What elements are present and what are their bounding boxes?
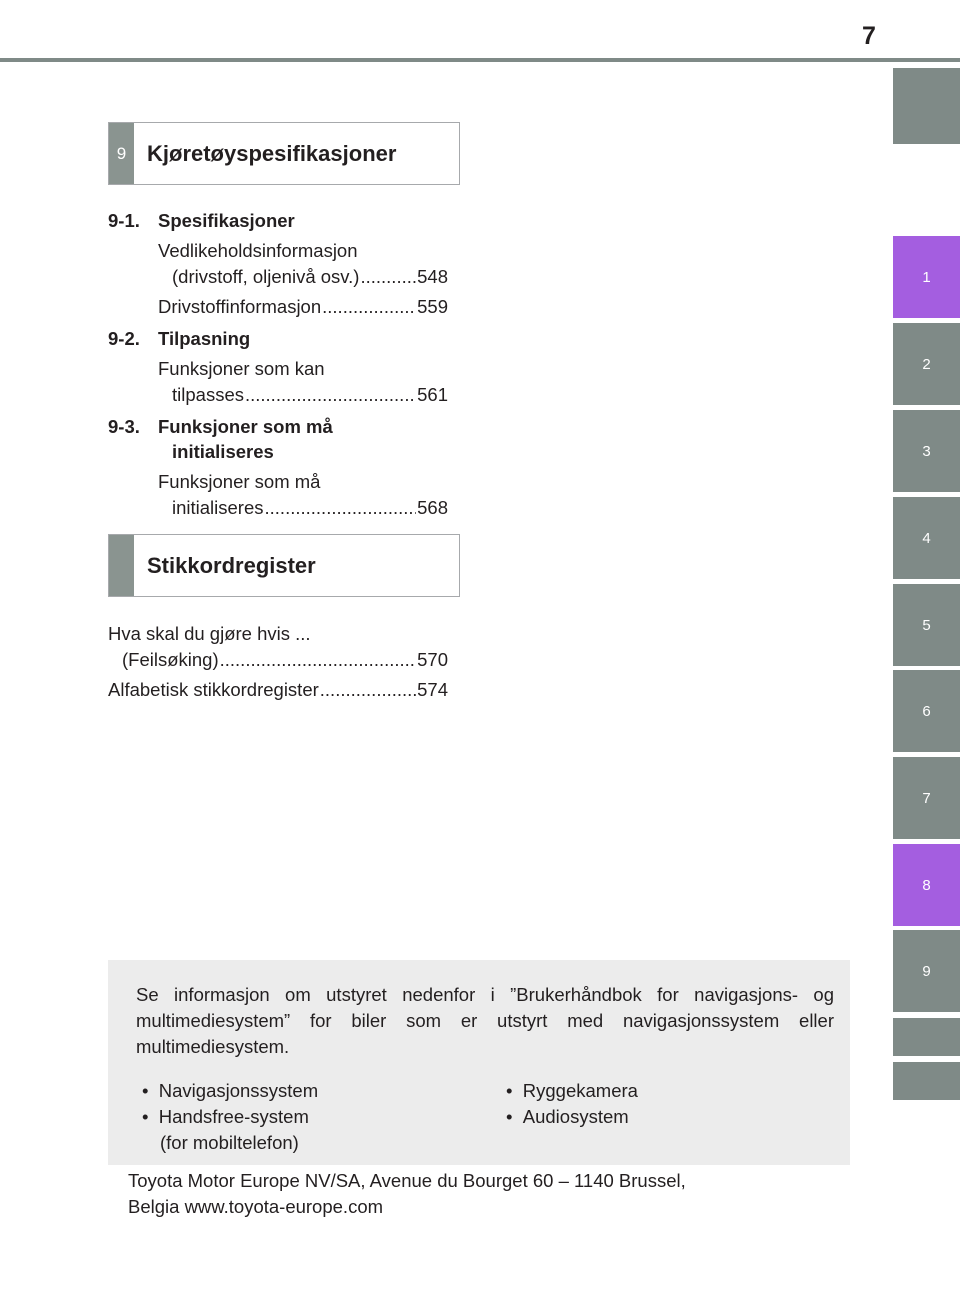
page-number: 7 bbox=[862, 22, 876, 50]
bullet-item: • Ryggekamera bbox=[506, 1080, 638, 1101]
side-tab-1[interactable] bbox=[893, 236, 960, 318]
subsection-title: Tilpasning bbox=[158, 328, 251, 349]
side-tab-label: 9 bbox=[922, 962, 931, 980]
toc-entry-line2: initialiseres bbox=[172, 497, 264, 518]
side-tab-label: 3 bbox=[922, 442, 931, 460]
leader-dots bbox=[220, 647, 417, 672]
toc-page: 559 bbox=[417, 296, 448, 317]
side-tab-label: 8 bbox=[922, 876, 931, 894]
section-title: Kjøretøyspesifikasjoner bbox=[147, 140, 397, 166]
side-tab-7[interactable] bbox=[893, 757, 960, 839]
toc-entry-line2: (drivstoff, oljenivå osv.) bbox=[172, 266, 360, 287]
footer-line1: Toyota Motor Europe NV/SA, Avenue du Bourget 60 – 1140 Brussel, bbox=[128, 1170, 686, 1191]
section-header-index bbox=[108, 534, 460, 597]
section-title: Stikkordregister bbox=[147, 552, 316, 578]
toc-entry-leader[interactable] bbox=[172, 382, 448, 407]
toc-entry-line1: Drivstoffinformasjon bbox=[158, 296, 322, 317]
side-tab-3[interactable] bbox=[893, 410, 960, 492]
toc-entry-line1[interactable]: Vedlikeholdsinformasjon bbox=[158, 240, 358, 261]
toc-page: 568 bbox=[417, 497, 448, 518]
side-tab-label: 2 bbox=[922, 355, 931, 373]
bullet-item: • Handsfree-system bbox=[142, 1106, 309, 1127]
bullet-item: • Audiosystem bbox=[506, 1106, 629, 1127]
toc-entry-leader[interactable] bbox=[122, 647, 448, 672]
toc-entry-leader[interactable] bbox=[172, 495, 448, 520]
side-tab-label: 4 bbox=[922, 529, 931, 547]
toc-entry-line2: tilpasses bbox=[172, 384, 244, 405]
toc-page: 574 bbox=[417, 679, 448, 700]
subsection-title-line2: initialiseres bbox=[172, 441, 274, 462]
subsection-code: 9-1. bbox=[108, 210, 140, 231]
toc-entry-leader[interactable] bbox=[108, 677, 448, 702]
side-tab-8[interactable] bbox=[893, 844, 960, 926]
section-header-9 bbox=[108, 122, 460, 185]
info-note-box bbox=[108, 960, 850, 1165]
section-number-tab: 9 bbox=[109, 123, 134, 184]
toc-page: 570 bbox=[417, 649, 448, 670]
section-number-tab bbox=[109, 535, 134, 596]
side-tab-extra-1[interactable] bbox=[893, 1018, 960, 1056]
subsection-title-line1: Funksjoner som må bbox=[158, 416, 333, 437]
side-tab-top[interactable] bbox=[893, 68, 960, 144]
publisher-address bbox=[128, 1168, 686, 1220]
leader-dots bbox=[320, 677, 416, 702]
subsection-title: Spesifikasjoner bbox=[158, 210, 295, 231]
toc-page: 561 bbox=[417, 384, 448, 405]
bullet-item: • Navigasjonssystem bbox=[142, 1080, 319, 1101]
leader-dots bbox=[322, 294, 416, 319]
side-tab-5[interactable] bbox=[893, 584, 960, 666]
toc-entry-line1: Alfabetisk stikkordregister bbox=[108, 679, 319, 700]
bullet-item-continuation: (for mobiltelefon) bbox=[160, 1132, 299, 1153]
toc-page: 548 bbox=[417, 266, 448, 287]
subsection-code: 9-3. bbox=[108, 416, 140, 437]
side-tab-6[interactable] bbox=[893, 670, 960, 752]
toc-entry-line2: (Feilsøking) bbox=[122, 649, 219, 670]
side-tab-9[interactable] bbox=[893, 930, 960, 1012]
side-tab-2[interactable] bbox=[893, 323, 960, 405]
side-tab-label: 5 bbox=[922, 616, 931, 634]
top-rule bbox=[0, 58, 960, 62]
side-tab-label: 1 bbox=[922, 268, 931, 286]
side-tab-extra-2[interactable] bbox=[893, 1062, 960, 1100]
toc-entry-leader[interactable] bbox=[158, 294, 448, 319]
note-text: Se informasjon om utstyret nedenfor i ”Brukerhåndbok for navigasjons- og multimediesystem” for biler som er utstyrt med navigasjonssystem eller multimediesystem. bbox=[136, 984, 834, 1057]
subsection-code: 9-2. bbox=[108, 328, 140, 349]
side-tab-label: 6 bbox=[922, 702, 931, 720]
footer-line2: Belgia www.toyota-europe.com bbox=[128, 1196, 384, 1217]
leader-dots bbox=[245, 382, 416, 407]
side-tab-4[interactable] bbox=[893, 497, 960, 579]
leader-dots bbox=[360, 264, 416, 289]
toc-entry-line1[interactable]: Funksjoner som må bbox=[158, 471, 321, 492]
side-tab-label: 7 bbox=[922, 789, 931, 807]
toc-entry-leader[interactable] bbox=[172, 264, 448, 289]
toc-entry-line1[interactable]: Funksjoner som kan bbox=[158, 358, 325, 379]
leader-dots bbox=[265, 495, 417, 520]
toc-entry-line1[interactable]: Hva skal du gjøre hvis ... bbox=[108, 623, 311, 644]
